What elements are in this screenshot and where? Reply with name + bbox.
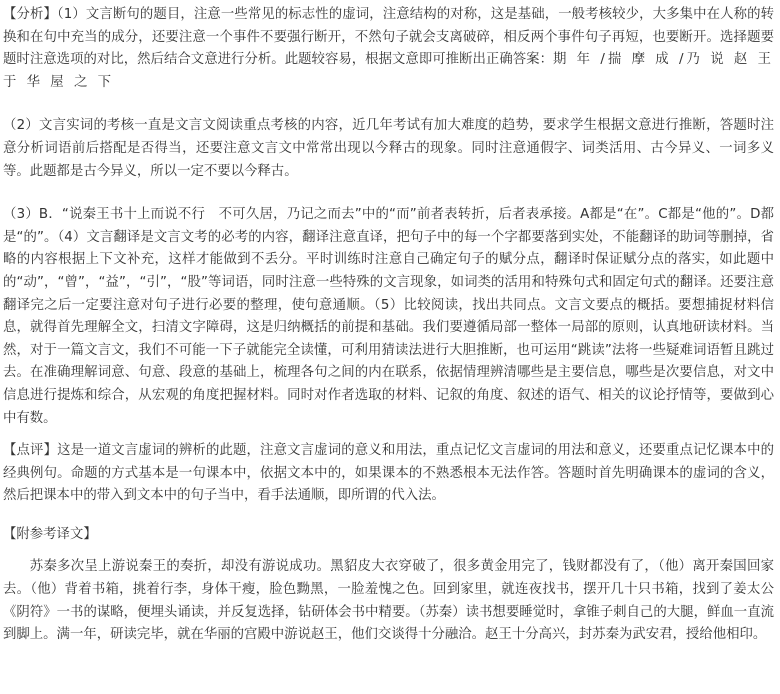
translation-paragraph: 苏秦多次呈上游说秦王的奏折，却没有游说成功。黑貂皮大衣穿破了，很多黄金用完了，钱财都没有了，（他）离开秦国回家去。（他）背着书箱，挑着行李，身体干瘦，脸色黝黑，一脸羞愧之色。回到家里，就连夜找书，摆开几十只书箱，找到了姜太公《阴符》一书的谋略，便埋头诵读，并反复选择，钻研体会书中精要。（苏秦）读书想要睡觉时，拿锥子刺自己的大腿，鲜血一直流到脚上。满一年，研读完毕，就在华丽的宫殿中游说赵王，他们交谈得十分融洽。赵王十分高兴，封苏秦为武安君，授给他相印。 — [3, 559, 774, 643]
comment-text: 这是一道文言虚词的辨析的此题，注意文言虚词的意义和用法，重点记忆文言虚词的用法和意义，还要重点记忆课本中的经典例句。命题的方式基本是一句课本中，依据文本中的，如果课本的不熟悉根本无法作答。答题时首先明确课本的虚词的含义，然后把课本中的带入到文本中的句子当中，看手法通顺，即所谓的代入法。 — [3, 443, 775, 504]
spacer — [3, 94, 774, 115]
analysis-paragraph-1 — [3, 4, 774, 94]
comment-paragraph — [3, 440, 774, 508]
spacer — [3, 508, 774, 524]
analysis-answer: 期 年 /揣 摩 成 /乃 说 赵 王 于 华 屋 之 下 — [3, 52, 774, 90]
spacer — [3, 430, 774, 440]
comment-tag: 【点评】 — [3, 443, 58, 459]
spacer — [3, 183, 774, 204]
spacer — [3, 546, 774, 556]
analysis-tag: 【分析】 — [3, 7, 57, 22]
translation-heading: 【附参考译文】 — [3, 526, 97, 542]
analysis-text-1: （1）文言断句的题目，注意一些常见的标志性的虚词，注意结构的对称，这是基础，一般考核较少，大多集中在人称的转换和在句中充当的成分，还要注意一个事件不要强行断开，不然句子就会支离破碎，相反两个事件句子再短，也要断开。选择题要题时注意选项的对比，然后结合文意进行分析。此题较容易，根据文意即可推断出正确答案： — [3, 7, 774, 68]
analysis-paragraph-2: （2）文言实词的考核一直是文言文阅读重点考核的内容，近几年考试有加大难度的趋势，要求学生根据文意进行推断，答题时注意分析词语前后搭配是否得当，还要注意文言文中常常出现以今释古的现象。同时注意通假字、词类活用、古今异义、一词多义等。此题都是古今异义，所以一定不要以今释古。 — [3, 118, 774, 179]
analysis-paragraph-3: （3）B．“说秦王书十上而说不行 不可久居，乃记之而去”中的“而”前者表转折，后者表承接。A都是“在”。C都是“他的”。D都是“的”。（4）文言翻译是文言文考的必考的内容，翻译注意直译，把句子中的每一个字都要落到实处，不能翻译的助词等删掉，省略的内容根据上下文补充，这样才能做到不丢分。平时训练时注意自己确定句子的赋分点，翻译时保证赋分点的落实，如此题中的“动”，“曾”，“益”，“引”，“股”等词语，同时注意一些特殊的文言现象，如词类的活用和特殊句式和固定句式的翻译。还要注意翻译完之后一定要注意对句子进行必要的整理，使句意通顺。（5）比较阅读，找出共同点。文言文要点的概括。要想捕捉材料信息，就得首先理解全文，扫清文字障碍，这是归纳概括的前提和基础。我们要遵循局部一整体一局部的原则，认真地研读材料。当然，对于一篇文言文，我们不可能一下子就能完全读懂，可利用猜读法进行大胆推断，也可运用“跳读”法将一些疑难词语暂且跳过去。在准确理解词意、句意、段意的基础上，梳理各句之间的内在联系，依据情理辨清哪些是主要信息，哪些是次要信息，对文中信息进行提炼和综合，从宏观的角度把握材料。同时对作者选取的材料、记叙的角度、叙述的语气、相关的议论抒情等，要做到心中有数。 — [3, 207, 774, 426]
